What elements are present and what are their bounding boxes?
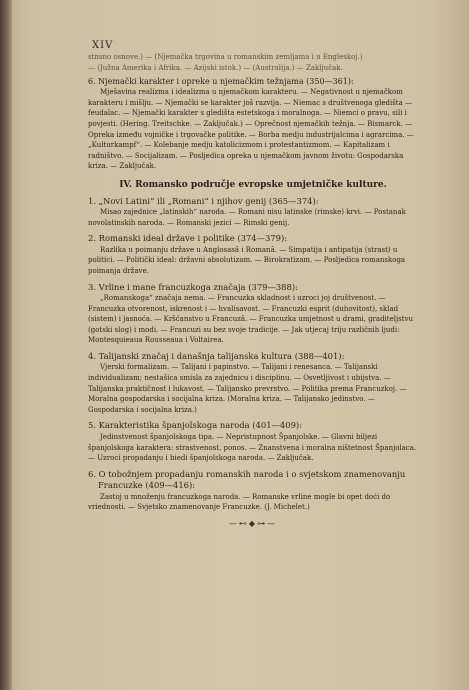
section-body: Misao zajednice „latinskih“ naroda. — Romani nisu latinske (rimske) krvi. — Postanak novolatinskih naroda. — Romanski jezici — Rimski genij. (88, 208, 406, 227)
section-title: 2. Romanski ideal države i politike (374—379): (88, 233, 288, 244)
section-body: Jedinstvenost španjolskoga tipa. — Nepristupnost Španjolske. — Glavni biljezi španjolskoga karaktera: strastvenost, ponos. — Znanstvena i moralna ništetnost Španjolaca. — Uzroci propadanju i biedi španjolskoga naroda. — Zaključak. (88, 432, 417, 463)
top-fragment-line: — (Južna Amerika i Afrika. — Azijski istok.) — (Australija.) — Zaključak. (88, 63, 343, 72)
page-number: XIV (92, 40, 114, 51)
section-title: 4. Talijanski značaj i današnja talijanska kultura (388—401): (88, 350, 345, 361)
table-of-contents (88, 52, 418, 530)
section-title: 6. O tobožnjem propadanju romanskih naroda i o svjetskom znamenovanju Francuzke (409—416): (88, 468, 406, 491)
section-body: Vjerski formalizam. — Talijani i papinstvo. — Talijani i renesanca. — Talijanski individualizam; nestašica smisla za zajednicu i disciplinu. — Osvetljivost i ubijstva. — Talijanska praktičnost i lukavost. — Talijansko prevrstvo. — Politika prema Francuzkoj. — Moralna gospodarska i socijalna kriza. (Moralna kriza. — Talijansko jedinstvo. — Gospodarska i socijalna kriza.) (88, 363, 407, 414)
book-binding (0, 0, 12, 690)
subsection-body: Mješavina realizma i idealizma u njemačkom karakteru. — Negativnost u njemačkom karakteru i mišlju. — Njemački se karakter još razvija. — Niemac s društvenoga gledišta — feudalac. — Njemački karakter s gledišta estetskoga i moralnoga. — Niemci o pravu, sili i povjesti. (Hering. Treitschke. — Zaključak.) — Oprečnost njemačkih težnja. — Bismarck. — Opreka između vojničke i trgovačke politike. — Borba medju industrijalcima i agrarcima. — „Kulturkampf“. — Kolebanje medju katolicizmom i protestantizmom. — Kapitalizam i radništvo. — Socijalizam. — Posljedica opreka u njemačkom javnom životu: Gospodarska kriza. — Zaključak. (88, 88, 414, 171)
section-title: 1. „Novi Latini“ ili „Romani“ i njihov genij (365—374): (88, 195, 319, 206)
top-fragment-line: stnsno osnove.) — (Njemačka trgovina u romanskim zemljama i u Engleskoj.) (88, 53, 363, 61)
ornament-divider: —⊷◆⊶— (228, 518, 278, 528)
chapter-title: IV. Romansko područje evropske umjetničke kulture. (119, 179, 387, 190)
section-title: 3. Vrline i mane francuzkoga značaja (379—388): (88, 281, 298, 292)
section-title: 5. Karakteristika španjolskoga naroda (401—409): (88, 420, 302, 431)
section-body: Razlika u poimanju države u Anglosasâ i Romanâ. — Simpatija i antipatija (strast) u politici. — Politički ideal: državni absolutizam. — Birokratizam. — Posljedica romanskoga poimanja države. (88, 245, 406, 275)
section-body: Zastoj u množenju francuzkoga naroda. — Romanske vrline mogle bi opet doći do vriednosti. — Svjetsko znamenovanje Francuzke. (J. Michelet.) (88, 492, 391, 512)
section-body: „Romanskoga“ značaja nema. — Francuzka skladnost i uzroci joj društvenost. — Francuzka otvorenost, iskrenost i — hvalisavost. — Francuzki esprit (duhovitost), sklad (sistem) i jasnoća. — Kršćanstvo u Francuzâ. — Francuzka umjetnost u drami, graditeljstvu (gotski slog) i modi. — Francuzi su bez svoje tradicije. — Jak utjecaj triju različnih ljudi: Montesquieaua Rousseaua i Voltairea. (88, 294, 414, 345)
subsection-title: 6. Njemački karakter i opreke u njemačkim težnjama (350—361): (88, 77, 354, 87)
